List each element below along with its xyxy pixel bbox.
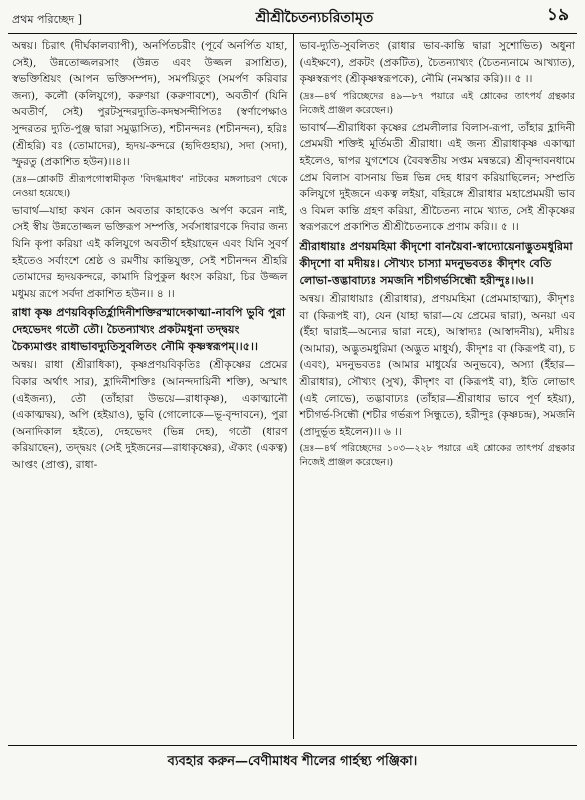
left-column: [8, 34, 293, 739]
verse-6-sanskrit: শ্রীরাধায়াঃ প্রণয়মহিমা কীদৃশো বানয়ৈবা-স্বাদ্যোয়েনাদ্ভুতমধুরিমা কীদৃশো বা মদীয়ঃ। সৌখ্যং চাস্যা মদনুভবতঃ কীদৃশং বেতি লোভা-ত্তদ্ভাবাঢ্যঃ সমজনি শচীগর্ভসিন্ধৌ হরীন্দুঃ।।৬।।: [299, 238, 573, 287]
verse-5-commentary: অন্বয়। রাধা (শ্রীরাধিকা), কৃষ্ণপ্রণয়বিকৃতিঃ (শ্রীকৃষ্ণের প্রেমের বিকার অর্থাৎ সার), হ্লাদিনীশক্তিঃ (আনন্দদায়িনী শক্তি), অস্মাৎ (এইজন্য), তৌ (তাঁহারা উভয়ে—রাধাকৃষ্ণ), একাত্মানৌ (একাত্মদ্বয়), অপি (হইয়াও), ভুবি (গোলোকে—ভূ-বৃন্দাবনে), পুরা (অনাদিকাল হইতে), দেহভেদং (ভিন্ন দেহ), গতৌ (ধারণ করিয়াছেন), তদ্দ্বয়ং (সেই দুইজনের—রাধাকৃষ্ণের), ঐক্যং (একত্ব) আপ্তং (প্রাপ্ত), রাধা-: [12, 359, 288, 471]
page-header: [8, 4, 577, 30]
text-columns: [8, 34, 577, 739]
verse-5-commentary-cont: ভাব-দ্যুতি-সুবলিতং (রাধার ভাব-কান্তি দ্বারা সুশোভিত) অধুনা (এইক্ষণে), প্রকটং (প্রকটিত), চৈতন্যাখ্যং (চৈতন্যনামে আখ্যাত), কৃষ্ণস্বরূপং (শ্রীকৃষ্ণস্বরূপকে), নৌমি (নমস্কার করি)।। ৫ ।।: [299, 40, 575, 86]
verse-4-note: (দ্রঃ—শ্লোকটি শ্রীরূপগোস্বামীকৃত 'বিদগ্ধমাধব' নাটকের মঙ্গলাচরণ থেকে নেওয়া হয়েছে।): [12, 173, 288, 199]
verse-5-note: (দ্রঃ—৪র্থ পরিচ্ছেদের ৪৯—৮৭ পয়ারে এই শ্লোকের তাৎপর্য গ্রন্থকার নিজেই প্রাঞ্জল করেছেন।): [299, 90, 575, 116]
chapter-label: প্রথম পরিচ্ছেদ ]: [12, 13, 83, 26]
verse-6-commentary: অন্বয়। শ্রীরাধায়াঃ (শ্রীরাধার), প্রণয়মহিমা (প্রেমমাহাত্ম্য), কীদৃশঃ বা (কিরূপই বা), যেন (যাহা দ্বারা—যে প্রেমের দ্বারা), অনয়া এব (ইঁহা দ্বারাই—অন্যের দ্বারা নহে), আস্বাদ্যঃ (আস্বাদনীয়), মদীয়ঃ (আমার), অদ্ভুতমধুরিমা (অদ্ভুত মাধুর্য), কীদৃশঃ বা (কিরূপই বা), চ (এবং), মদনুভবতঃ (আমার মাধুর্যের অনুভবে), অস্যা (ইঁহার—শ্রীরাধার), সৌখ্যং (সুখ), কীদৃশং বা (কিরূপই বা), ইতি লোভাৎ (এই লোভে), তদ্ভাবাঢ্যঃ (তাঁহার—শ্রীরাধার ভাবে পূর্ণ হইয়া), শচীগর্ভ-সিন্ধৌ (শচীর গর্ভরূপ সিন্ধুতে), হরীন্দুঃ (কৃষ্ণচন্দ্র), সমজনি (প্রাদুর্ভূত হইলেন)।। ৬ ।।: [299, 292, 575, 438]
book-title: শ্রীশ্রীচৈতন্যচরিতামৃত: [255, 10, 374, 26]
page-number: ১৯: [546, 5, 569, 25]
footer-advert: ব্যবহার করুন—বেণীমাধব শীলের গার্হস্থ্য পঞ্জিকা।: [167, 754, 418, 769]
verse-4-meaning: ভাবার্থ—যাহা কখন কোন অবতার কাহাকেও অর্পণ করেন নাই, সেই স্বীয় উন্নতোজ্জল ভক্তিরূপ সম্পত্তি, সর্বসাধারণকে দিবার জন্য যিনি কৃপা করিয়া এই কলিযুগে অবতীর্ণ হইয়াছেন এবং যিনি সুবর্ণ হইতেও সর্বাংশে শ্রেষ্ঠ ও রমণীয় কান্তিযুক্ত, সেই শচীনন্দন শ্রীহরি তোমাদের হৃদয়কন্দরে, কামাদি রিপুকুল ধ্বংস করিয়া, চির উজ্জল মধুময় রূপে সর্বদা প্রকাশিত হউন।। ৪ ।।: [12, 204, 288, 300]
verse-5-meaning: ভাবার্থ—শ্রীরাধিকা কৃষ্ণের প্রেমলীলার বিলাস-রূপা, তাঁহার হ্লাদিনী প্রেমময়ী শক্তিই মূর্তিমতী শ্রীরাধা। এই জন্য শ্রীরাধাকৃষ্ণ একাত্মা হইলেও, দ্বাপর যুগশেষে (বৈবস্বতীয় সপ্তম মন্বন্তরে) শ্রীবৃন্দাবনধামে প্রেম বিলাস বাসনায় ভিন্ন ভিন্ন দেহ ধারণ করিয়াছিলেন; সম্প্রতি কলিযুগে দুইজনে একত্ব লইয়া, বহিরঙ্গে শ্রীরাধার মহাপ্রেমময়ী ভাব ও বিমল কান্তি গ্রহণ করিয়া, শ্রীচৈতন্য নামে খ্যাত, সেই শ্রীকৃষ্ণের স্বরূপরূপে প্রকাশিত শ্রীশ্রীচৈতন্যকে প্রণাম করি।। ৫ ।।: [299, 121, 575, 234]
verse-5-sanskrit: রাধা কৃষ্ণ প্রণয়বিকৃতির্হ্লাদিনীশক্তিরস্মাদেকাত্মা-নাবপি ভুবি পুরা দেহভেদং গতৌ তৌ। চৈতন্যাখ্যং প্রকটমধুনা তদ্দ্বয়ং চৈক্যমাপ্তং রাধাভাবদ্যুতিসুবলিতং নৌমি কৃষ্ণস্বরূপম্।।৫।।: [12, 305, 286, 354]
verse-6-note: (দ্রঃ—৪র্থ পরিচ্ছেদের ১০৩—২২৮ পয়ারে এই শ্লোকের তাৎপর্য গ্রন্থকার নিজেই প্রাঞ্জল করেছেন।): [299, 443, 575, 469]
verse-4-commentary: অন্বয়। চিরাৎ (দীর্ঘকালব্যাপী), অনর্পিতচরীং (পূর্বে অনর্পিত যাহা, সেই), উন্নতোজ্জলরসাং (উন্নত এবং উজ্জল রসাশ্রিত), স্বভক্তিশ্রিয়ং (আপন ভক্তিসম্পদ), সমর্পয়িতুং (সমর্পণ করিবার জন্য), কলৌ (কলিযুগে), করুণয়া (করুণাবশে), অবতীর্ণ (যিনি অবতীর্ণ, সেই) পুরটসুন্দরদ্যুতি-কদম্বসন্দীপিতঃ (স্বর্ণাপেক্ষাও সুন্দরতর দ্যুতি-পুঞ্জ দ্বারা সমুদ্ভাসিত), শচীনন্দনঃ (শচীনন্দন), হরিঃ (শ্রীহরি) বঃ (তোমাদের), হৃদয়-কন্দরে (হৃদিগুহায়), সদা (সদা), স্ফুরতু (প্রকাশিত হউন)।।৪।।: [12, 40, 288, 169]
right-column: [293, 34, 578, 739]
